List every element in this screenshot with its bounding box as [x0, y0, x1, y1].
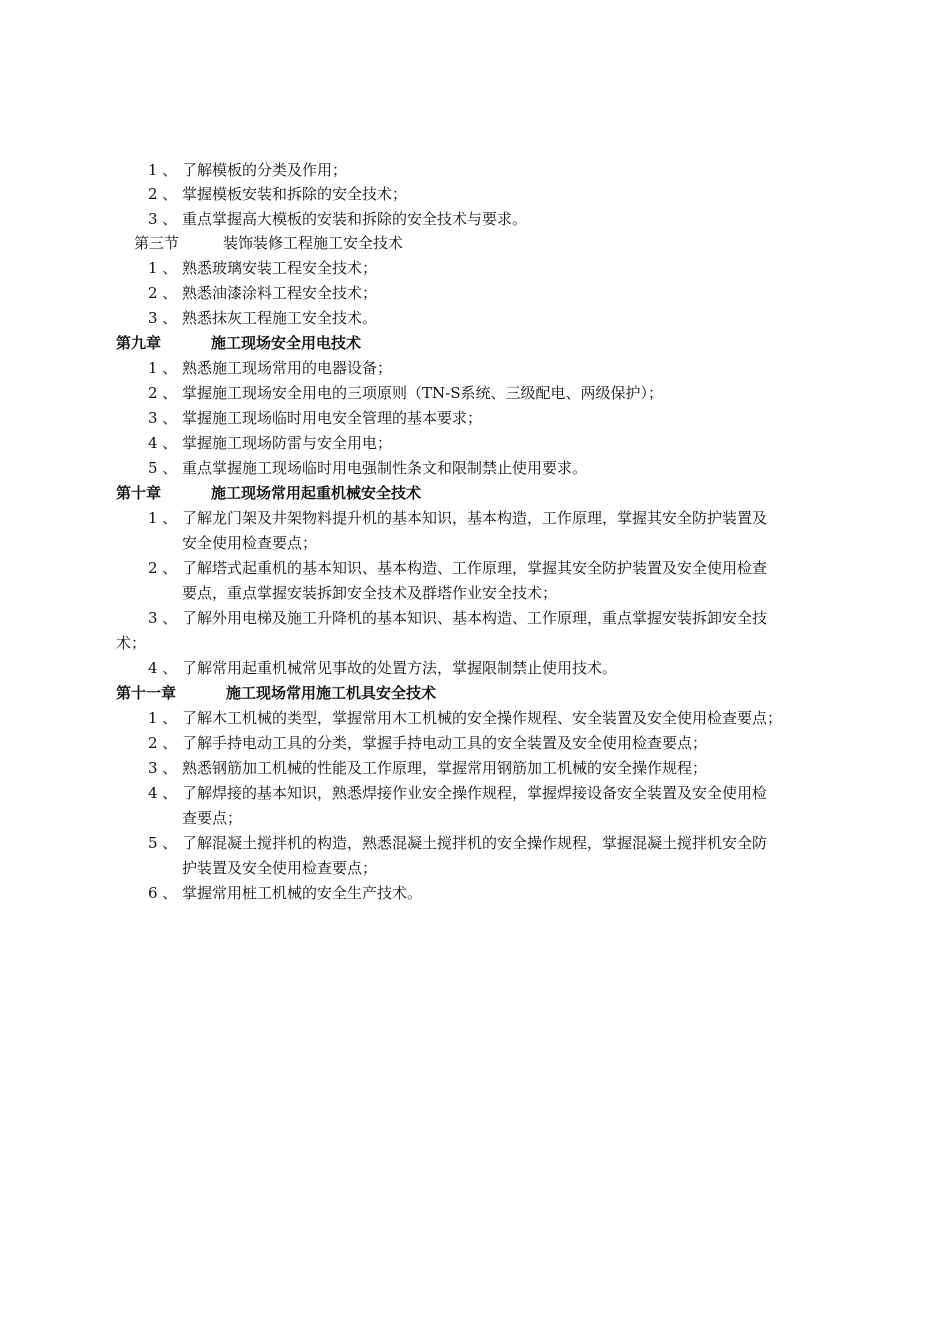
item-text: 熟悉玻璃安装工程安全技术； [182, 259, 378, 277]
list-item [148, 606, 767, 630]
item-text: 熟悉施工现场常用的电器设备； [182, 359, 393, 377]
item-text: 重点掌握施工现场临时用电强制性条文和限制禁止使用要求。 [182, 459, 588, 477]
item-text: 了解龙门架及井架物料提升机的基本知识，基本构造，工作原理，掌握其安全防护装置及 [182, 509, 768, 527]
item-number: 3 、 [148, 210, 178, 228]
list-item [148, 831, 767, 855]
list-item [148, 456, 587, 480]
chapter-heading [116, 331, 361, 355]
list-item [148, 431, 392, 455]
item-text: 了解手持电动工具的分类，掌握手持电动工具的安全装置及安全使用检查要点； [182, 734, 708, 752]
item-text: 了解木工机械的类型，掌握常用木工机械的安全操作规程、安全装置及安全使用检查要点； [182, 709, 783, 727]
section-label: 第三节 [134, 234, 180, 252]
chapter-heading [116, 681, 436, 705]
chapter-title: 施工现场常用施工机具安全技术 [226, 684, 437, 702]
item-number: 5 、 [148, 459, 178, 477]
item-number: 4 、 [148, 434, 178, 452]
list-item [148, 881, 422, 905]
item-number: 1 、 [148, 359, 178, 377]
item-number: 1 、 [148, 509, 178, 527]
item-text: 了解焊接的基本知识，熟悉焊接作业安全操作规程，掌握焊接设备安全装置及安全使用检 [182, 784, 768, 802]
item-text: 查要点； [182, 809, 243, 827]
list-item [148, 406, 482, 430]
item-number: 2 、 [148, 559, 178, 577]
item-text: 掌握施工现场安全用电的三项原则（TN-S系统、三级配电、两级保护）； [182, 384, 663, 402]
item-number: 6 、 [148, 884, 178, 902]
item-text: 重点掌握高大模板的安装和拆除的安全技术与要求。 [182, 210, 528, 228]
list-item [148, 731, 707, 755]
chapter-label: 第十章 [116, 484, 162, 502]
list-item-continuation [182, 531, 317, 555]
item-number: 2 、 [148, 185, 178, 203]
item-number: 2 、 [148, 384, 178, 402]
chapter-title: 施工现场安全用电技术 [211, 334, 362, 352]
item-number: 1 、 [148, 709, 178, 727]
item-text: 熟悉油漆涂料工程安全技术； [182, 284, 378, 302]
chapter-heading [116, 481, 421, 505]
item-number: 3 、 [148, 759, 178, 777]
list-item-continuation [182, 806, 242, 830]
item-number: 4 、 [148, 784, 178, 802]
item-text: 熟悉钢筋加工机械的性能及工作原理，掌握常用钢筋加工机械的安全操作规程； [182, 759, 708, 777]
list-item [148, 506, 767, 530]
item-text: 掌握模板安装和拆除的安全技术； [182, 185, 408, 203]
list-item [148, 256, 377, 280]
list-item-continuation [182, 856, 377, 880]
item-number: 4 、 [148, 659, 178, 677]
list-item [148, 381, 663, 405]
item-text: 安全使用检查要点； [182, 534, 318, 552]
item-text: 掌握常用桩工机械的安全生产技术。 [182, 884, 423, 902]
list-item [148, 306, 377, 330]
item-text: 熟悉抹灰工程施工安全技术。 [182, 309, 378, 327]
list-item [148, 706, 782, 730]
list-item-continuation [182, 581, 557, 605]
list-item [148, 182, 407, 206]
item-number: 3 、 [148, 309, 178, 327]
item-text: 了解塔式起重机的基本知识、基本构造、工作原理，掌握其安全防护装置及安全使用检查 [182, 559, 768, 577]
item-number: 1 、 [148, 161, 178, 179]
item-number: 1 、 [148, 259, 178, 277]
section-title: 装饰装修工程施工安全技术 [223, 234, 404, 252]
item-text: 护装置及安全使用检查要点； [182, 859, 378, 877]
item-text: 要点，重点掌握安装拆卸安全技术及群塔作业安全技术； [182, 584, 558, 602]
item-text: 了解混凝土搅拌机的构造，熟悉混凝土搅拌机的安全操作规程，掌握混凝土搅拌机安全防 [182, 834, 768, 852]
item-text: 术； [116, 634, 147, 652]
item-text: 了解外用电梯及施工升降机的基本知识、基本构造、工作原理，重点掌握安装拆卸安全技 [182, 609, 768, 627]
item-number: 2 、 [148, 734, 178, 752]
item-number: 3 、 [148, 409, 178, 427]
chapter-label: 第九章 [116, 334, 162, 352]
item-text: 掌握施工现场防雷与安全用电； [182, 434, 393, 452]
list-item-wrap [116, 631, 146, 655]
item-text: 掌握施工现场临时用电安全管理的基本要求； [182, 409, 483, 427]
item-number: 2 、 [148, 284, 178, 302]
list-item [148, 158, 347, 182]
item-text: 了解模板的分类及作用； [182, 161, 348, 179]
list-item [148, 356, 392, 380]
list-item [148, 756, 707, 780]
section-heading [134, 231, 403, 255]
chapter-label: 第十一章 [116, 684, 177, 702]
list-item [148, 556, 767, 580]
item-number: 3 、 [148, 609, 178, 627]
item-text: 了解常用起重机械常见事故的处置方法，掌握限制禁止使用技术。 [182, 659, 618, 677]
list-item [148, 781, 767, 805]
list-item [148, 207, 527, 231]
list-item [148, 656, 617, 680]
item-number: 5 、 [148, 834, 178, 852]
chapter-title: 施工现场常用起重机械安全技术 [211, 484, 422, 502]
list-item [148, 281, 377, 305]
